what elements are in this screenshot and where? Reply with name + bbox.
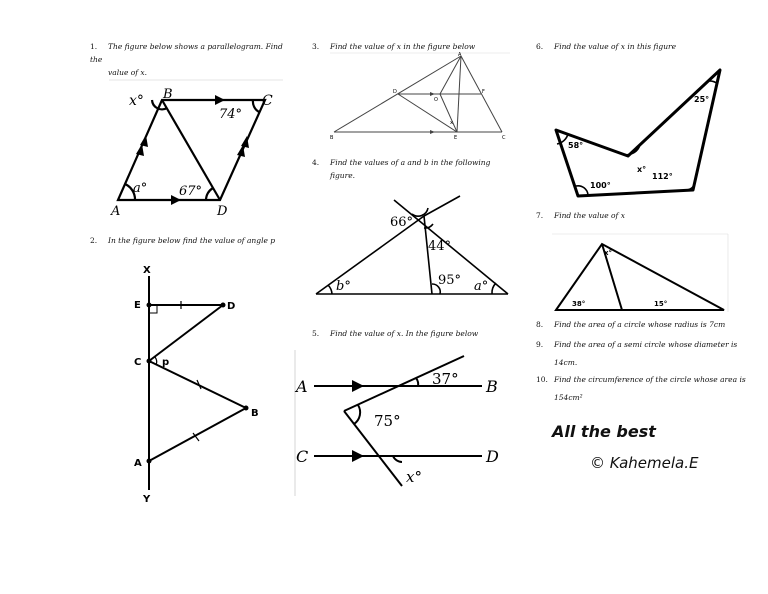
question-4 [312, 156, 512, 182]
arrow-ab [352, 380, 364, 392]
question-text-cont: figure. [330, 171, 356, 180]
point-d [221, 303, 226, 308]
label-74: 74° [219, 107, 243, 122]
question-text-cont: 154cm² [554, 393, 583, 402]
question-text: In the figure below find the value of angle p [108, 236, 276, 245]
figure-parallelogram [105, 78, 290, 220]
question-number: 8. [536, 320, 544, 329]
label-e: E [134, 300, 141, 311]
label-c: C [296, 447, 309, 466]
label-b: B [486, 377, 498, 396]
label-100: 100° [590, 181, 611, 190]
question-number: 5. [312, 329, 320, 338]
arrow-cd [352, 450, 364, 462]
label-c: C [134, 357, 142, 368]
angle-arc-b [328, 285, 332, 294]
angle-arc-a [492, 283, 496, 294]
label-95: 95° [438, 273, 462, 288]
label-b: B [251, 408, 259, 419]
question-text: The figure below shows a parallelogram. Find the [90, 42, 283, 64]
question-text: Find the area of a circle whose radius is 7cm [554, 320, 726, 329]
question-text-cont: 14cm. [554, 358, 578, 367]
label-x: x° [129, 93, 144, 109]
question-8 [536, 318, 746, 331]
question-number: 1. [90, 42, 98, 51]
question-number: 7. [536, 211, 544, 220]
figure-triangle-a-b [312, 192, 517, 300]
label-a: a° [474, 279, 489, 294]
label-112: 112° [652, 172, 673, 181]
label-x: x° [637, 165, 647, 174]
question-2 [90, 234, 300, 247]
angle-arc-75 [354, 405, 360, 424]
question-7 [536, 209, 736, 222]
angle-arc-37 [416, 378, 418, 386]
figure-triangle-parallels [330, 52, 510, 142]
figure-parallel-lines [294, 350, 512, 498]
label-66: 66° [390, 215, 414, 230]
label-44: 44° [428, 239, 452, 254]
polygon-outline [556, 70, 720, 196]
label-d: D [393, 89, 397, 95]
question-text-cont: value of x. [108, 68, 148, 77]
question-number: 10. [536, 375, 548, 384]
question-text: Find the value of x in this figure [554, 42, 677, 51]
label-38: 38° [572, 300, 586, 308]
question-text: Find the values of a and b in the following [330, 158, 491, 167]
point-e [147, 303, 152, 308]
angle-arc-c [253, 100, 259, 112]
arrow-df [430, 92, 435, 96]
question-number: 9. [536, 340, 544, 349]
question-5 [312, 327, 512, 340]
point-c [147, 359, 152, 364]
line-upper-diagonal [440, 56, 461, 94]
label-a: A [296, 377, 308, 396]
label-d: D [217, 204, 228, 219]
label-b: b° [336, 279, 351, 294]
label-a: A [111, 204, 121, 219]
label-a-angle: a° [133, 181, 148, 196]
label-b: B [163, 87, 173, 102]
angle-arc-d [206, 188, 213, 200]
segment-cb [149, 361, 246, 408]
arrow-bc [430, 130, 435, 134]
question-number: 4. [312, 158, 320, 167]
label-o: O [434, 97, 438, 103]
question-6 [536, 40, 736, 53]
question-text: Find the value of x [554, 211, 625, 220]
segment-dc [149, 305, 223, 361]
question-9 [536, 336, 746, 372]
label-a: A [458, 52, 462, 58]
arrow-bc [215, 95, 225, 105]
label-x: x° [604, 249, 613, 257]
closing-message: All the best [552, 422, 656, 441]
label-d: D [486, 447, 499, 466]
segment-ba [149, 408, 246, 461]
label-y-axis: Y [143, 494, 151, 505]
figure-triangle-x [548, 232, 732, 316]
label-15: 15° [654, 300, 668, 308]
label-75: 75° [374, 412, 401, 430]
question-number: 3. [312, 42, 320, 51]
question-text: Find the value of x in the figure below [330, 42, 476, 51]
question-text: Find the area of a semi circle whose diameter is [554, 340, 738, 349]
label-x-axis: X [143, 265, 151, 276]
label-f: F [482, 89, 485, 95]
label-e: E [454, 135, 458, 141]
label-x: x [450, 120, 453, 126]
label-b: B [330, 135, 334, 141]
label-d: D [227, 301, 236, 312]
label-37: 37° [432, 370, 459, 388]
figure-polygon-x [548, 62, 728, 202]
question-10 [536, 371, 746, 407]
question-number: 2. [90, 236, 98, 245]
point-b [244, 406, 249, 411]
figure-angle-p [125, 262, 275, 507]
label-a: A [134, 458, 142, 469]
question-text: Find the value of x. In the figure below [330, 329, 479, 338]
point-a [147, 459, 152, 464]
extension-right [424, 196, 460, 216]
label-58: 58° [568, 141, 584, 150]
label-25: 25° [694, 95, 710, 104]
question-1 [90, 40, 290, 79]
signature: © Kahemela.E [590, 454, 699, 472]
label-x: x° [406, 468, 422, 486]
label-p: p [162, 357, 170, 368]
question-text: Find the circumference of the circle whose area is [554, 375, 746, 384]
label-c: C [502, 135, 506, 141]
label-c: C [262, 93, 273, 109]
question-number: 6. [536, 42, 544, 51]
label-67: 67° [179, 184, 203, 199]
